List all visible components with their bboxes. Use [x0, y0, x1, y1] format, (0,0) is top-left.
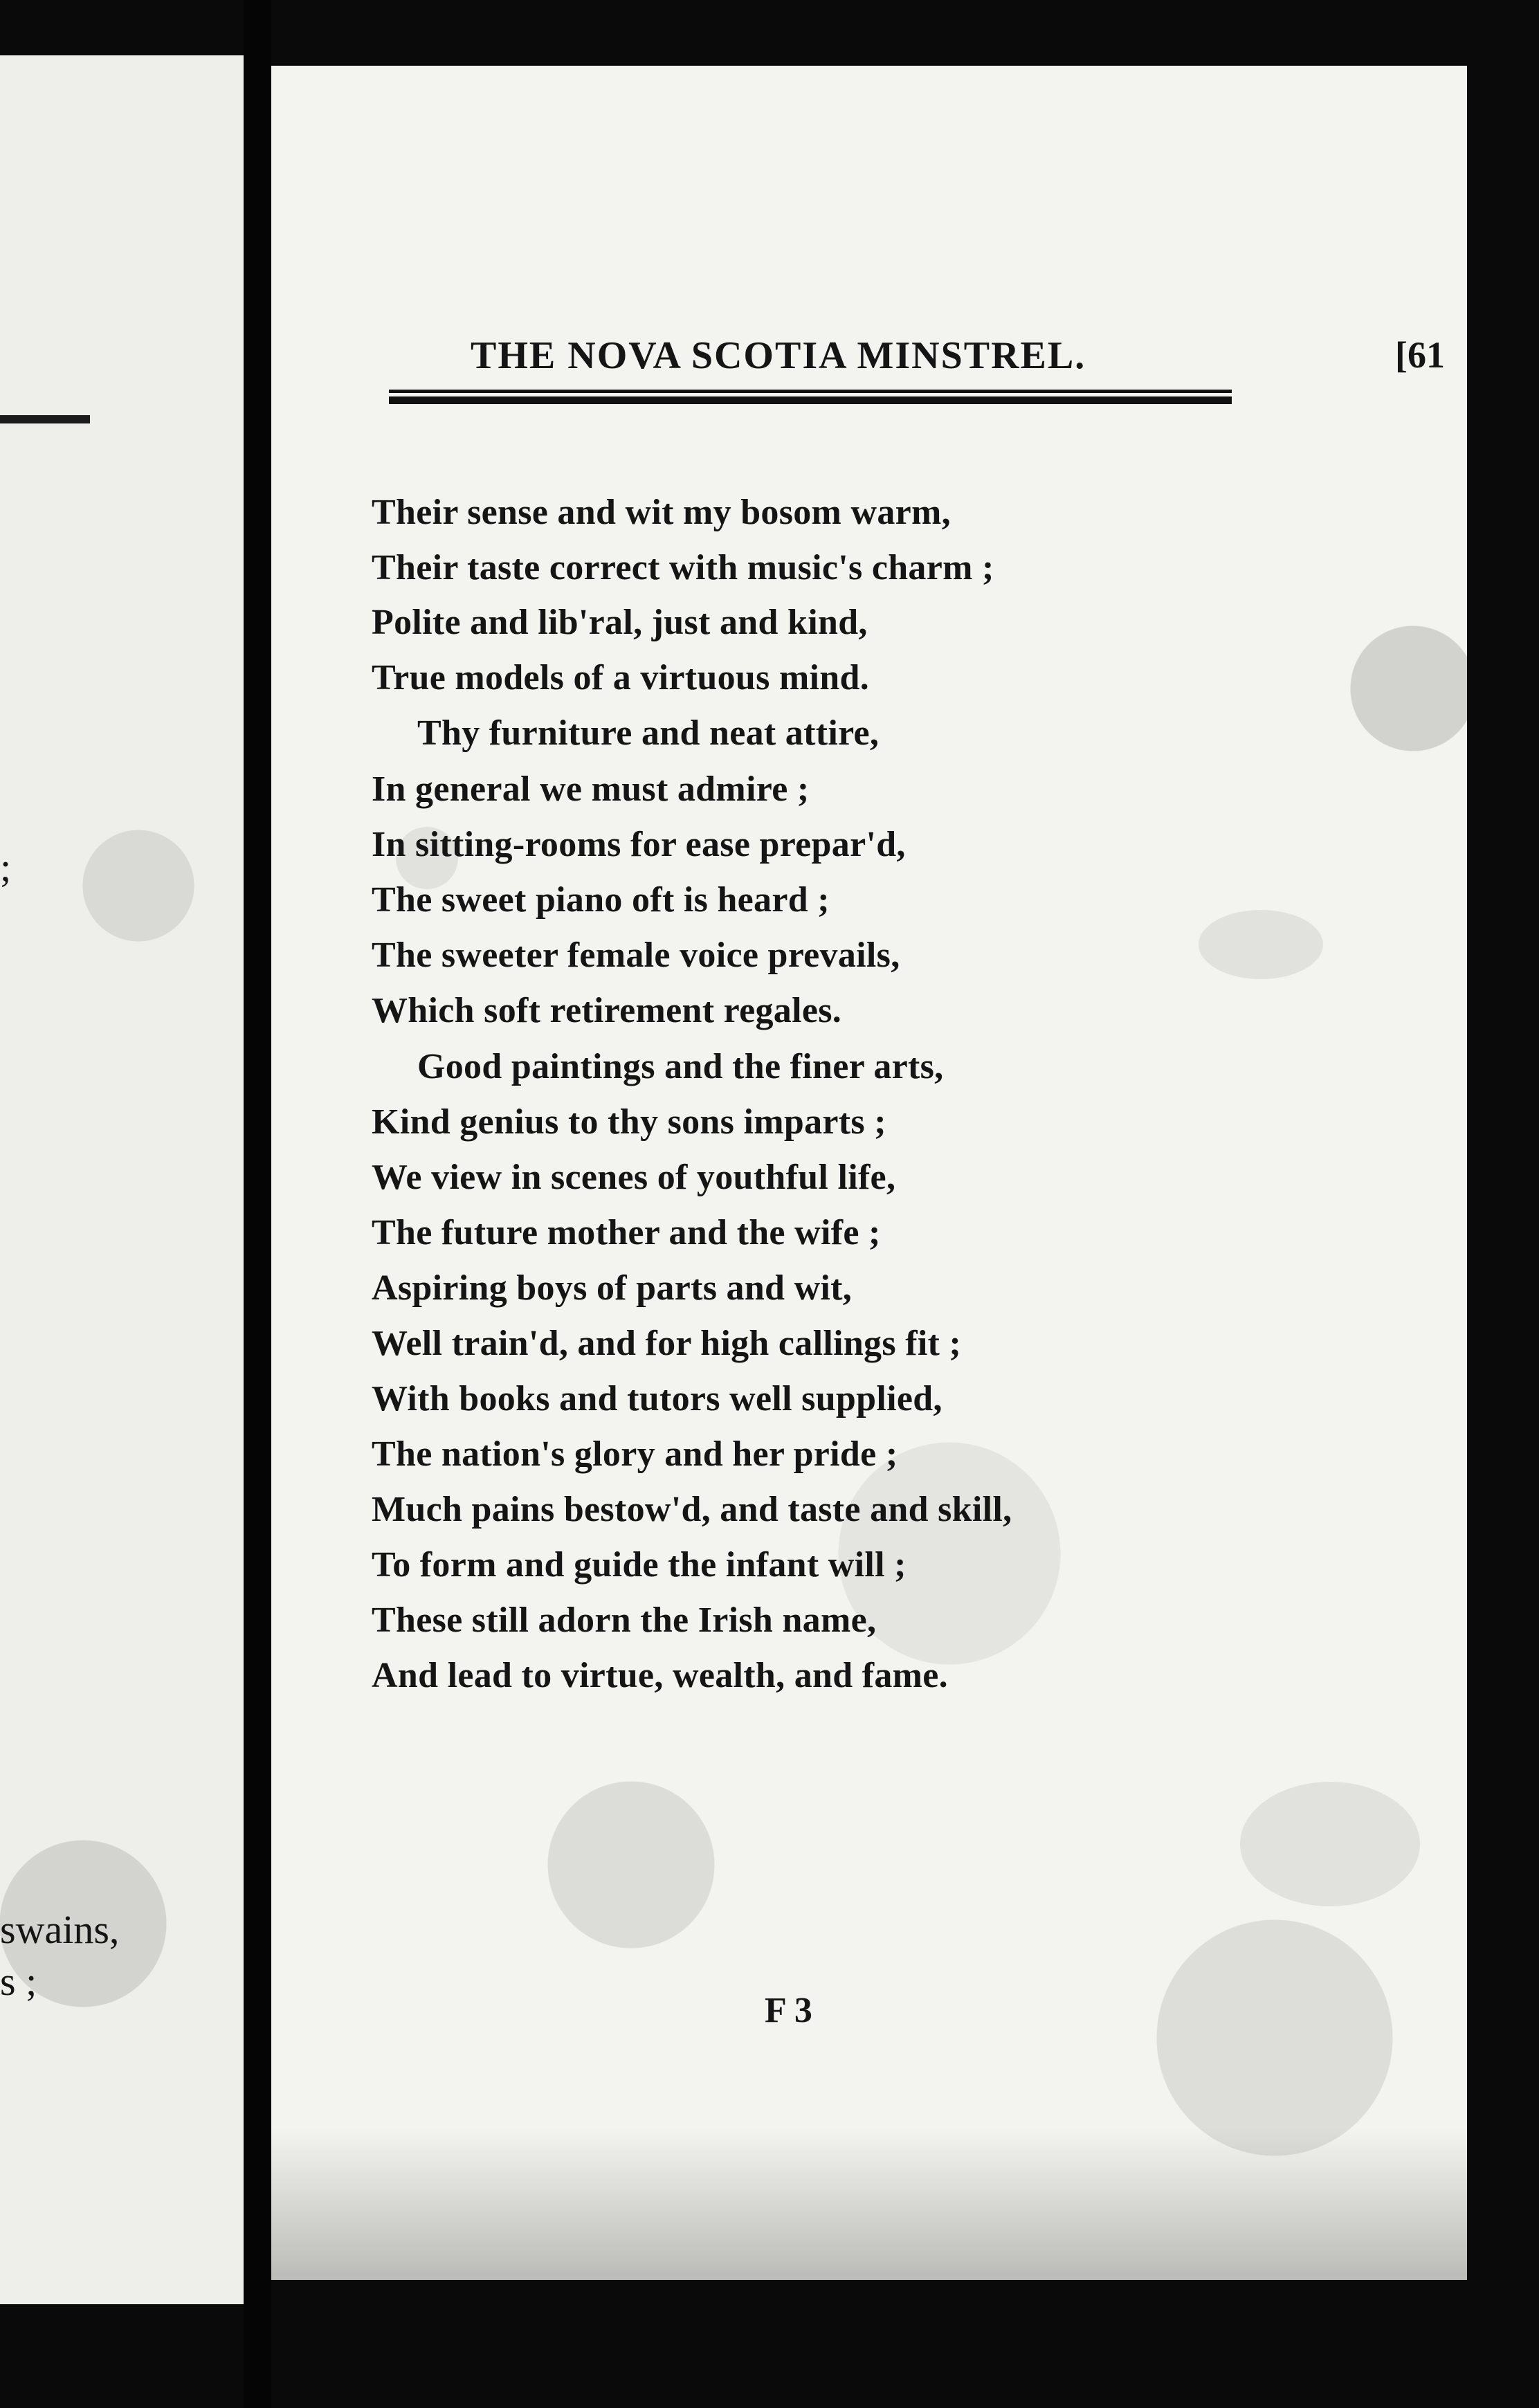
left-page-fragment-semicolon: ;	[0, 845, 12, 890]
left-page-rule	[0, 415, 90, 423]
signature-mark: F 3	[765, 1991, 812, 2030]
book-gutter	[244, 0, 271, 2408]
page-number: [61	[1395, 334, 1445, 376]
poem-line: True models of a virtuous mind.	[372, 658, 870, 697]
poem-line: The sweet piano oft is heard ;	[372, 880, 830, 920]
left-page-fragment-s: s ;	[0, 1959, 37, 2004]
poem-line: Aspiring boys of parts and wit,	[372, 1268, 853, 1308]
poem-line: Which soft retirement regales.	[372, 991, 842, 1030]
poem-line: Thy furniture and neat attire,	[417, 713, 880, 753]
poem-line: Well train'd, and for high callings fit ;	[372, 1324, 962, 1363]
poem-line: The nation's glory and her pride ;	[372, 1434, 898, 1474]
poem-line: To form and guide the infant will ;	[372, 1545, 907, 1585]
poem-line: These still adorn the Irish name,	[372, 1600, 877, 1640]
poem-line: Polite and lib'ral, just and kind,	[372, 603, 868, 642]
header-rule-thick	[389, 396, 1232, 404]
poem-line: The sweeter female voice prevails,	[372, 936, 900, 975]
header-double-rule	[389, 390, 1232, 406]
poem-line: Kind genius to thy sons imparts ;	[372, 1102, 886, 1142]
paper-stain	[1240, 1782, 1420, 1906]
page-header	[471, 334, 1445, 389]
poem-line: With books and tutors well supplied,	[372, 1379, 942, 1419]
poem-line: Good paintings and the finer arts,	[417, 1047, 944, 1086]
left-page-fragment-swains: swains,	[0, 1907, 120, 1952]
poem-line: In general we must admire ;	[372, 769, 810, 809]
poem-line: And lead to virtue, wealth, and fame.	[372, 1656, 948, 1695]
paper-stain	[1199, 910, 1323, 979]
poem-line: We view in scenes of youthful life,	[372, 1158, 896, 1197]
poem-line: Much pains bestow'd, and taste and skill,	[372, 1490, 1012, 1529]
right-page	[271, 66, 1467, 2280]
running-title: THE NOVA SCOTIA MINSTREL.	[471, 334, 1086, 377]
poem-line: Their taste correct with music's charm ;	[372, 548, 994, 587]
poem-line: In sitting-rooms for ease prepar'd,	[372, 825, 906, 864]
left-page-edge	[0, 55, 244, 2304]
poem-line: The future mother and the wife ;	[372, 1213, 881, 1252]
poem-line: Their sense and wit my bosom warm,	[372, 493, 951, 532]
header-rule-thin	[389, 390, 1232, 393]
